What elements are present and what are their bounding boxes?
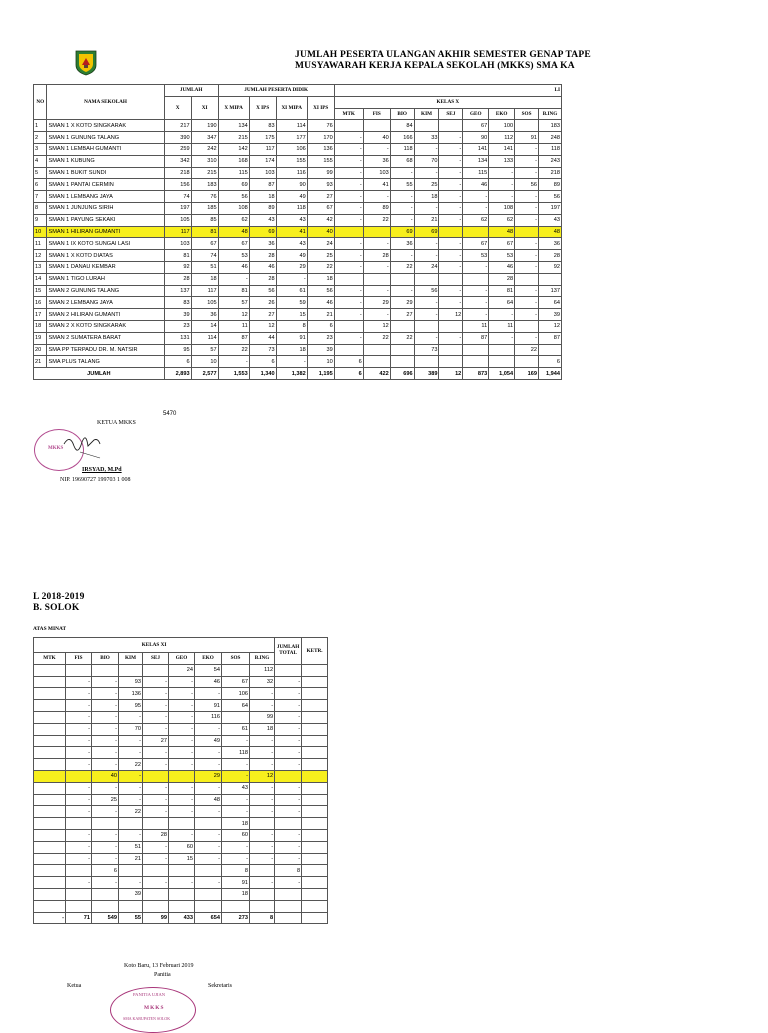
col-eko-xi: EKO <box>195 653 222 665</box>
table2-row: - - 21 - 15 - - - - <box>34 853 328 865</box>
ketua-label: Ketua <box>67 983 82 989</box>
col-lintas: LI <box>334 85 561 97</box>
stamp-mid-text: MKKS <box>144 1005 165 1011</box>
table2-row: - - 95 - - 91 64 - - <box>34 700 328 712</box>
table-row: 15 SMAN 2 GUNUNG TALANG 137 117 81 56 61 56 - - - 56 - - 81 - 137 <box>34 285 562 297</box>
table2-row: 40 - 29 - 12 <box>34 770 328 782</box>
table2-row: - - - - - - 91 - - <box>34 877 328 889</box>
table2-row: - - 22 - - - - - - <box>34 806 328 818</box>
col-xi-ips: XI IPS <box>307 96 334 120</box>
stamp-bottom-text: SMA KABUPATEN SOLOK <box>123 1016 171 1021</box>
table2-row: 18 <box>34 818 328 830</box>
table2-row: - - - - - - 118 - - <box>34 747 328 759</box>
table2-row: 39 18 <box>34 888 328 900</box>
col-nama-sekolah: NAMA SEKOLAH <box>47 85 164 120</box>
table2-spacer-row <box>34 900 328 912</box>
table-row: 14 SMAN 1 TIGO LURAH 28 18 - 28 - 18 28 <box>34 273 562 285</box>
table-row: 2 SMAN 1 GUNUNG TALANG 390 347 215 175 177 170 - 40 166 33 - 90 112 91 248 <box>34 132 562 144</box>
table-row: 9 SMAN 1 PAYUNG SEKAKI 105 85 62 43 43 42 - 22 - 21 - 62 62 - 43 <box>34 214 562 226</box>
col-geo-xi: GEO <box>169 653 195 665</box>
col-sej: SEJ <box>439 108 463 120</box>
page-title-line2: MUSYAWARAH KERJA KEPALA SEKOLAH (MKKS) SMA KA <box>295 61 575 71</box>
table-row: 20 SMA PP TERPADU DR. M. NATSIR 95 57 22 73 18 39 73 22 <box>34 344 562 356</box>
table-row: 18 SMAN 2 X KOTO SINGKARAK 23 14 11 12 8 6 12 11 11 12 <box>34 320 562 332</box>
table-total-row: JUMLAH 2,893 2,577 1,553 1,340 1,382 1,195 6 422 696 389 12 873 1,054 169 1,944 <box>34 368 562 380</box>
table2-row: - - - 28 - - 60 - - <box>34 829 328 841</box>
col-geo: GEO <box>463 108 489 120</box>
panitia-stamp <box>110 987 196 1033</box>
col-peserta-didik: JUMLAH PESERTA DIDIK <box>218 85 334 97</box>
table2-row: 6 8 8 <box>34 865 328 877</box>
col-kelas-xi: KELAS XI <box>34 638 275 653</box>
col-kim: KIM <box>414 108 439 120</box>
col-x: X <box>164 96 191 120</box>
table-row: 5 SMAN 1 BUKIT SUNDI 218 215 115 103 116 99 - 103 - - - 115 - - 218 <box>34 167 562 179</box>
regency-logo <box>75 50 97 76</box>
table-row: 1 SMAN 1 X KOTO SINGKARAK 217 190 134 83 114 76 84 67 100 183 <box>34 120 562 132</box>
table-row: 17 SMAN 2 HILIRAN GUMANTI 39 36 12 27 15 21 - - 27 - 12 - - - 39 <box>34 309 562 321</box>
panitia-label: Panitia <box>154 972 171 978</box>
table-row: 21 SMA PLUS TALANG 6 10 - 6 - 10 6 6 <box>34 356 562 368</box>
participants-table-1 <box>33 84 562 380</box>
table-row: 4 SMAN 1 KUBUNG 342 310 168 174 155 155 - 36 68 70 - 134 133 - 243 <box>34 155 562 167</box>
col-x-ips: X IPS <box>249 96 276 120</box>
table2-row: - 25 - - - 48 - - - <box>34 794 328 806</box>
table-row: 7 SMAN 1 LEMBANG JAYA 74 76 56 18 49 27 - - - 18 - - - - 56 <box>34 191 562 203</box>
table2-row: - - - - - - 43 - - <box>34 782 328 794</box>
minat-label: ATAS MINAT <box>33 626 67 632</box>
table2-row: - - 93 - - 46 67 32 - <box>34 676 328 688</box>
table-row: 13 SMAN 1 DANAU KEMBAR 92 51 46 46 29 22 - - 22 24 - - 46 - 92 <box>34 261 562 273</box>
table-row: 19 SMAN 2 SUMATERA BARAT 131 114 87 44 91 23 - 22 22 - - 87 - - 87 <box>34 332 562 344</box>
page2-title-line2: B. SOLOK <box>33 603 80 613</box>
stamp-top-text: PANITIA UJIAN <box>133 992 166 997</box>
col-xi-mipa: XI MIPA <box>276 96 307 120</box>
col-jumlah: JUMLAH <box>164 85 218 97</box>
table2-row: - - - 27 - 49 - - - <box>34 735 328 747</box>
signer-name: IRSYAD, M.Pd <box>82 467 122 473</box>
col-mtk: MTK <box>334 108 363 120</box>
table-row: 16 SMAN 2 LEMBANG JAYA 83 105 57 26 59 46 - 29 29 - - - 64 - 64 <box>34 297 562 309</box>
table2-total-row: - 71 549 55 99 433 654 273 8 <box>34 912 328 924</box>
table2-row: - - 70 - - - 61 18 - <box>34 723 328 735</box>
col-bio-xi: BIO <box>92 653 119 665</box>
col-ketr: KETR. <box>302 638 328 665</box>
table2-row: - - 51 - 60 - - - - <box>34 841 328 853</box>
col-sos-xi: SOS <box>222 653 250 665</box>
table-row: 10 SMAN 1 HILIRAN GUMANTI 117 81 48 69 41 40 69 69 48 48 <box>34 226 562 238</box>
table2-row: - - 136 - - - 106 - - <box>34 688 328 700</box>
table-row: 8 SMAN 1 JUNJUNG SIRIH 197 185 108 89 118 67 - 89 - - - - 108 - 197 <box>34 202 562 214</box>
col-sej-xi: SEJ <box>143 653 169 665</box>
table-row: 3 SMAN 1 LEMBAH GUMANTI 259 242 142 117 106 136 - - 118 - - 141 141 - 118 <box>34 143 562 155</box>
col-bing: B.ING <box>538 108 561 120</box>
page2-title-line1: L 2018-2019 <box>33 592 85 602</box>
col-bing-xi: B.ING <box>250 653 275 665</box>
col-mtk-xi: MTK <box>34 653 66 665</box>
table-row: 6 SMAN 1 PANTAI CERMIN 156 183 69 87 90 93 - 41 55 25 - 46 - 56 89 <box>34 179 562 191</box>
signature <box>60 432 110 462</box>
stamp-text: MKKS <box>48 446 64 451</box>
sekretaris-label: Sekretaris <box>208 983 232 989</box>
grand-total: 5470 <box>163 411 177 417</box>
col-fis-xi: FIS <box>66 653 92 665</box>
table-row: 12 SMAN 1 X KOTO DIATAS 81 74 53 28 49 25 - 28 - - - 53 53 - 28 <box>34 250 562 262</box>
col-sos: SOS <box>515 108 539 120</box>
signer-role: KETUA MKKS <box>97 420 136 426</box>
table2-row: - - - - - 116 99 - <box>34 711 328 723</box>
participants-table-2 <box>33 637 328 924</box>
table-row: 11 SMAN 1 IX KOTO SUNGAI LASI 103 67 67 36 43 24 - - 36 - - 67 67 - 36 <box>34 238 562 250</box>
page-title-line1: JUMLAH PESERTA ULANGAN AKHIR SEMESTER GENAP TAPE <box>295 50 591 60</box>
signer-nip: NIP. 19690727 199703 1 008 <box>60 477 131 483</box>
col-kim-xi: KIM <box>119 653 143 665</box>
col-eko: EKO <box>489 108 515 120</box>
col-jumlah-total: JUMLAH TOTAL <box>275 638 302 665</box>
col-xi: XI <box>191 96 218 120</box>
col-x-mipa: X MIPA <box>218 96 249 120</box>
table2-row: 24 54 112 <box>34 664 328 676</box>
col-bio: BIO <box>390 108 414 120</box>
col-fis: FIS <box>363 108 390 120</box>
table2-row: - - 22 - - - - - - <box>34 759 328 771</box>
col-kelas-x: KELAS X <box>334 96 561 108</box>
col-no: NO <box>34 85 47 120</box>
date-line: Koto Baru, 13 Februari 2019 <box>124 963 194 969</box>
